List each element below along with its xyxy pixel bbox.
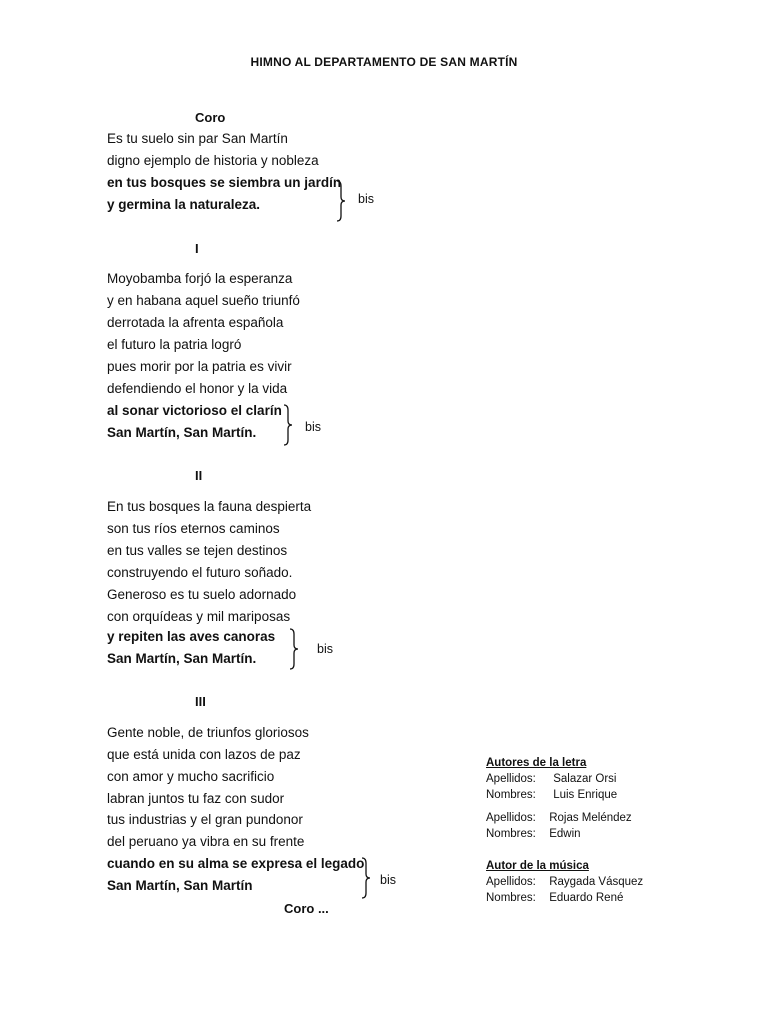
name-value: Eduardo René xyxy=(549,892,624,904)
stanza-3-line: San Martín, San Martín xyxy=(107,878,253,893)
stanza-3-heading: III xyxy=(195,694,206,709)
stanza-2-line: en tus valles se tejen destinos xyxy=(107,543,288,558)
stanza-1-line: Moyobamba forjó la esperanza xyxy=(107,271,293,286)
composer-surname xyxy=(486,876,643,888)
lyrics-authors-heading: Autores de la letra xyxy=(486,757,587,769)
coro-line: Es tu suelo sin par San Martín xyxy=(107,131,288,146)
surname-value: Salazar Orsi xyxy=(553,773,617,785)
stanza-2-line: y repiten las aves canoras xyxy=(107,629,276,644)
name-label: Nombres: xyxy=(486,892,536,904)
author-1-name xyxy=(486,789,617,801)
document-title: HIMNO AL DEPARTAMENTO DE SAN MARTÍN xyxy=(250,55,518,69)
stanza-3-line: tus industrias y el gran pundonor xyxy=(107,812,303,827)
stanza-2-line: son tus ríos eternos caminos xyxy=(107,521,280,536)
stanza-2-line: con orquídeas y mil mariposas xyxy=(107,609,291,624)
repeat-brace xyxy=(289,628,299,670)
repeat-brace xyxy=(361,857,371,899)
surname-label: Apellidos: xyxy=(486,812,536,824)
name-label: Nombres: xyxy=(486,828,536,840)
stanza-2-line: San Martín, San Martín. xyxy=(107,651,257,666)
repeat-brace xyxy=(283,404,293,446)
stanza-2-line: En tus bosques la fauna despierta xyxy=(107,499,312,514)
stanza-1-line: defendiendo el honor y la vida xyxy=(107,381,288,396)
author-1-surname xyxy=(486,773,616,785)
author-2-name xyxy=(486,828,581,840)
stanza-1-line: y en habana aquel sueño triunfó xyxy=(107,293,300,308)
coro-heading: Coro xyxy=(195,110,226,125)
name-value: Luis Enrique xyxy=(553,789,618,801)
stanza-3-line: cuando en su alma se expresa el legado xyxy=(107,856,365,871)
stanza-3-line: Gente noble, de triunfos gloriosos xyxy=(107,725,309,740)
stanza-2-heading: II xyxy=(195,468,203,483)
stanza-1-line: el futuro la patria logró xyxy=(107,337,242,352)
stanza-2-line: construyendo el futuro soñado. xyxy=(107,565,293,580)
stanza-3-line: labran juntos tu faz con sudor xyxy=(107,791,285,806)
bis-label: bis xyxy=(358,192,374,206)
stanza-1-heading: I xyxy=(195,241,199,256)
stanza-1-line: pues morir por la patria es vivir xyxy=(107,359,292,374)
repeat-brace xyxy=(336,180,346,222)
stanza-1-line: derrotada la afrenta española xyxy=(107,315,284,330)
surname-label: Apellidos: xyxy=(486,876,536,888)
stanza-1-line: San Martín, San Martín. xyxy=(107,425,257,440)
coro-repeat-label: Coro ... xyxy=(284,901,329,916)
surname-value: Raygada Vásquez xyxy=(549,876,644,888)
surname-label: Apellidos: xyxy=(486,773,536,785)
name-value: Edwin xyxy=(549,828,581,840)
composer-name xyxy=(486,892,623,904)
author-2-surname xyxy=(486,812,632,824)
bis-label: bis xyxy=(380,873,396,887)
music-author-heading: Autor de la música xyxy=(486,860,589,872)
stanza-3-line: del peruano ya vibra en su frente xyxy=(107,834,305,849)
bis-label: bis xyxy=(317,642,333,656)
stanza-1-line: al sonar victorioso el clarín xyxy=(107,403,282,418)
name-label: Nombres: xyxy=(486,789,536,801)
surname-value: Rojas Meléndez xyxy=(549,812,632,824)
coro-line: en tus bosques se siembra un jardín xyxy=(107,175,342,190)
stanza-2-line: Generoso es tu suelo adornado xyxy=(107,587,297,602)
coro-line: digno ejemplo de historia y nobleza xyxy=(107,153,319,168)
coro-line: y germina la naturaleza. xyxy=(107,197,261,212)
stanza-3-line: que está unida con lazos de paz xyxy=(107,747,301,762)
stanza-3-line: con amor y mucho sacrificio xyxy=(107,769,275,784)
bis-label: bis xyxy=(305,420,321,434)
